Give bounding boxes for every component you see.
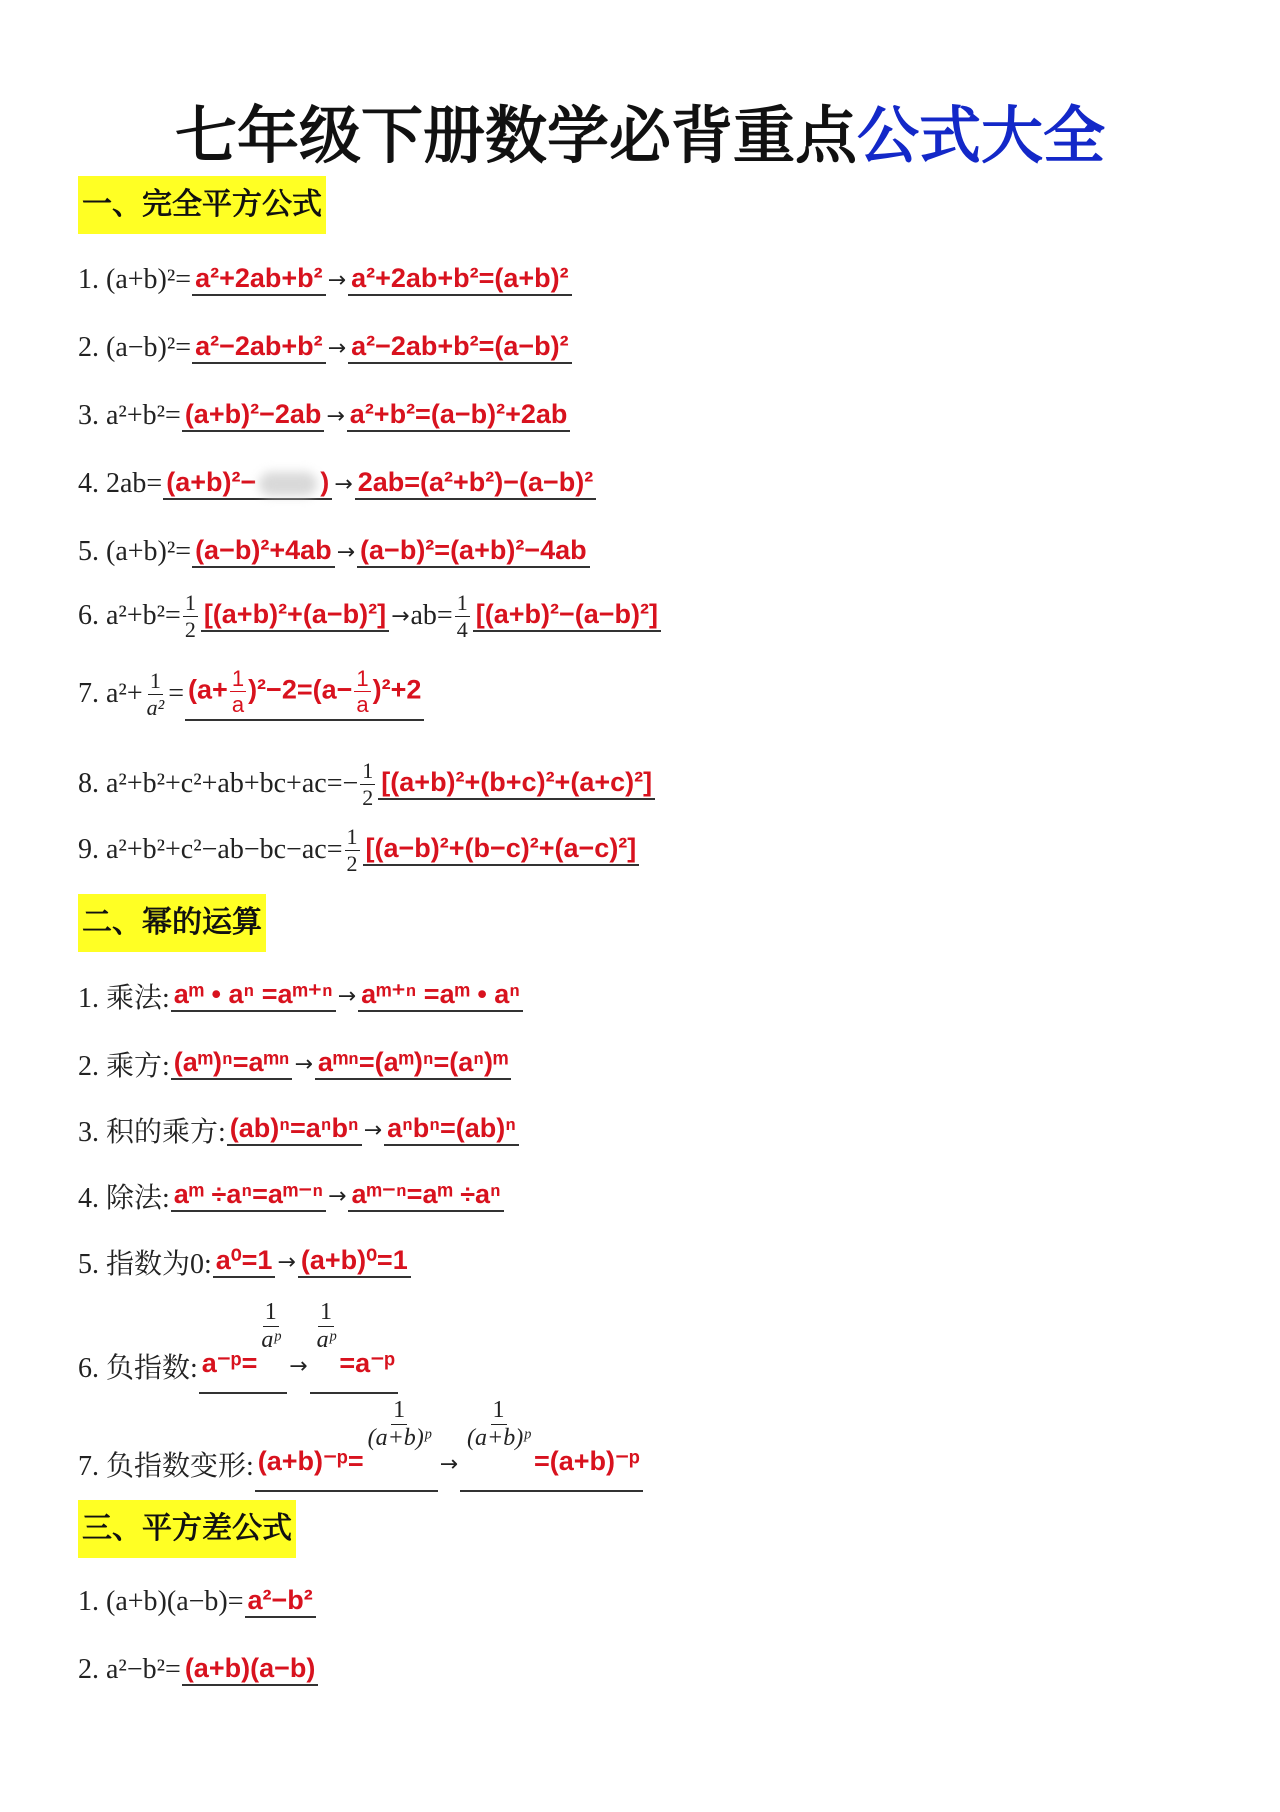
answer <box>255 1396 438 1492</box>
formula-perfect-square-6 <box>78 586 1228 646</box>
formula-power-5 <box>78 1232 1228 1292</box>
fraction <box>315 1300 338 1353</box>
fraction-numerator: 1 <box>362 758 374 784</box>
answer: a²−b² <box>245 1586 316 1619</box>
fraction <box>465 1398 532 1451</box>
answer: a²+b²=(a−b)²+2ab <box>347 400 571 433</box>
formula-perfect-square-8 <box>78 754 1228 814</box>
fraction <box>345 825 360 874</box>
answer: [(a+b)²−(a−b)²] <box>473 600 661 633</box>
fraction <box>230 667 246 716</box>
fraction-denominator: (a+b)ᵖ <box>367 1425 431 1451</box>
fraction-denominator: aᵖ <box>316 1327 336 1353</box>
formula-middle: ab= <box>410 600 453 631</box>
answer-part: )²−2=(a− <box>248 674 353 705</box>
answer: aᵐⁿ=(aᵐ)ⁿ=(aⁿ)ᵐ <box>315 1048 511 1081</box>
section-heading-perfect-square: 一、完全平方公式 <box>78 176 326 234</box>
answer: (a+b)(a−b) <box>182 1654 319 1687</box>
formula-label: 9. a²+b²+c²−ab−bc−ac= <box>78 834 343 865</box>
answer: (aᵐ)ⁿ=aᵐⁿ <box>171 1048 293 1081</box>
answer: aᵐ⁻ⁿ=aᵐ ÷aⁿ <box>348 1180 503 1213</box>
answer: aᵐ ÷aⁿ=aᵐ⁻ⁿ <box>171 1180 326 1213</box>
arrow-icon: → <box>336 539 356 565</box>
fraction <box>455 591 470 640</box>
answer: (a−b)²=(a+b)²−4ab <box>357 536 590 569</box>
formula-power-2 <box>78 1034 1228 1094</box>
formula-label: 5. (a+b)²= <box>78 536 192 567</box>
fraction-denominator: 2 <box>346 850 358 876</box>
fraction <box>145 669 167 718</box>
arrow-icon: → <box>294 1051 313 1077</box>
fraction-numerator: 1 <box>231 665 245 691</box>
formula-label: 2. a²−b²= <box>78 1654 181 1685</box>
answer: a²−2ab+b²=(a−b)² <box>348 332 572 365</box>
formula-label: 4. 2ab= <box>78 468 163 499</box>
arrow-icon: → <box>334 471 353 497</box>
fraction-numerator: 1 <box>149 668 161 694</box>
answer-part: (a+b)⁻ᵖ= <box>257 1445 364 1476</box>
fraction-numerator: 1 <box>391 1398 407 1425</box>
fraction-denominator: (a+b)ᵖ <box>467 1425 530 1451</box>
fraction-numerator: 1 <box>184 590 196 616</box>
formula-perfect-square-9 <box>78 820 1228 880</box>
fraction-denominator: a² <box>146 694 165 720</box>
answer-part: (a+ <box>188 674 228 705</box>
formula-power-6 <box>78 1298 1228 1396</box>
answer-part: =(a+b)⁻ᵖ <box>533 1445 640 1476</box>
section-heading-difference-of-squares: 三、平方差公式 <box>78 1500 296 1558</box>
formula-label: 3. a²+b²= <box>78 400 181 431</box>
blurred-region <box>259 472 317 496</box>
formula-power-1 <box>78 966 1228 1026</box>
formula-perfect-square-3 <box>78 386 1228 446</box>
arrow-icon: → <box>289 1353 308 1379</box>
formula-label: 1. (a+b)²= <box>78 264 192 295</box>
arrow-icon: → <box>328 1183 347 1209</box>
answer <box>185 667 424 721</box>
arrow-icon: → <box>327 267 347 293</box>
fraction <box>259 1300 282 1353</box>
formula-power-3 <box>78 1100 1228 1160</box>
fraction-numerator: 1 <box>356 665 369 691</box>
fraction-numerator: 1 <box>263 1300 279 1327</box>
answer-part: =a⁻ᵖ <box>339 1347 395 1378</box>
answer: aᵐ • aⁿ =aᵐ⁺ⁿ <box>171 980 336 1013</box>
title-black-part: 七年级下册数学必背重点 <box>174 99 857 172</box>
answer: [(a−b)²+(b−c)²+(a−c)²] <box>363 834 640 867</box>
answer-part: a⁻ᵖ= <box>201 1347 258 1378</box>
answer-part: )²+2 <box>372 674 422 705</box>
fraction <box>183 591 198 640</box>
answer-right: ) <box>320 466 330 497</box>
fraction-denominator: a <box>231 692 245 717</box>
formula-power-7 <box>78 1396 1228 1494</box>
title-blue-part: 公式大全 <box>857 99 1106 172</box>
formula-perfect-square-7 <box>78 664 1228 724</box>
arrow-icon: → <box>326 403 345 429</box>
fraction <box>360 759 375 808</box>
fraction-denominator: aᵖ <box>261 1327 281 1353</box>
fraction-denominator: 2 <box>362 784 374 810</box>
answer: a²+2ab+b² <box>192 264 326 297</box>
arrow-icon: → <box>327 335 347 361</box>
fraction-numerator: 1 <box>318 1300 334 1327</box>
formula-label: 2. 乘方: <box>78 1051 170 1082</box>
formula-label: 1. (a+b)(a−b)= <box>78 1586 244 1617</box>
fraction-numerator: 1 <box>456 590 468 616</box>
fraction-numerator: 1 <box>491 1398 507 1425</box>
answer: [(a+b)²+(b+c)²+(a+c)²] <box>378 768 655 801</box>
formula-power-4 <box>78 1166 1228 1226</box>
formula-label: 7. 负指数变形: <box>78 1451 254 1482</box>
answer-left: (a+b)²− <box>166 466 257 497</box>
fraction-numerator: 1 <box>346 824 358 850</box>
page-title <box>0 86 1280 175</box>
fraction-denominator: 4 <box>456 616 468 642</box>
answer: (a+b)⁰=1 <box>298 1246 411 1279</box>
formula-label: 6. 负指数: <box>78 1353 198 1384</box>
formula-label: 1. 乘法: <box>78 983 170 1014</box>
equals-sign: = <box>168 678 185 709</box>
arrow-icon: → <box>439 1451 459 1477</box>
formula-perfect-square-5 <box>78 522 1228 582</box>
arrow-icon: → <box>363 1117 383 1143</box>
formula-label: 7. a²+ <box>78 678 143 709</box>
formula-label: 6. a²+b²= <box>78 600 181 631</box>
formula-label: 4. 除法: <box>78 1183 170 1214</box>
arrow-icon: → <box>277 1249 296 1275</box>
answer: a²−2ab+b² <box>192 332 326 365</box>
fraction <box>354 667 370 716</box>
answer: 2ab=(a²+b²)−(a−b)² <box>355 468 597 501</box>
answer: (a+b)²−2ab <box>182 400 325 433</box>
answer <box>163 468 332 501</box>
section-heading-powers: 二、幂的运算 <box>78 894 266 952</box>
formula-diff-squares-2 <box>78 1640 1228 1700</box>
formula-perfect-square-2 <box>78 318 1228 378</box>
answer <box>460 1396 643 1492</box>
answer: a⁰=1 <box>213 1246 276 1279</box>
formula-label: 8. a²+b²+c²+ab+bc+ac=− <box>78 768 359 799</box>
fraction <box>366 1398 433 1451</box>
fraction-denominator: 2 <box>184 616 196 642</box>
answer: (ab)ⁿ=aⁿbⁿ <box>227 1114 362 1147</box>
formula-label: 3. 积的乘方: <box>78 1117 226 1148</box>
formula-label: 5. 指数为0: <box>78 1249 212 1280</box>
answer: (a−b)²+4ab <box>192 536 335 569</box>
formula-perfect-square-1 <box>78 250 1228 310</box>
answer <box>310 1298 398 1394</box>
formula-label: 2. (a−b)²= <box>78 332 192 363</box>
formula-diff-squares-1 <box>78 1572 1228 1632</box>
arrow-icon: → <box>391 603 410 629</box>
fraction-denominator: a <box>356 692 369 717</box>
arrow-icon: → <box>337 983 357 1009</box>
formula-perfect-square-4 <box>78 454 1228 514</box>
answer: aⁿbⁿ=(ab)ⁿ <box>384 1114 519 1147</box>
answer: a²+2ab+b²=(a+b)² <box>348 264 572 297</box>
answer: [(a+b)²+(a−b)²] <box>201 600 389 633</box>
answer <box>199 1298 287 1394</box>
answer: aᵐ⁺ⁿ =aᵐ • aⁿ <box>358 980 523 1013</box>
